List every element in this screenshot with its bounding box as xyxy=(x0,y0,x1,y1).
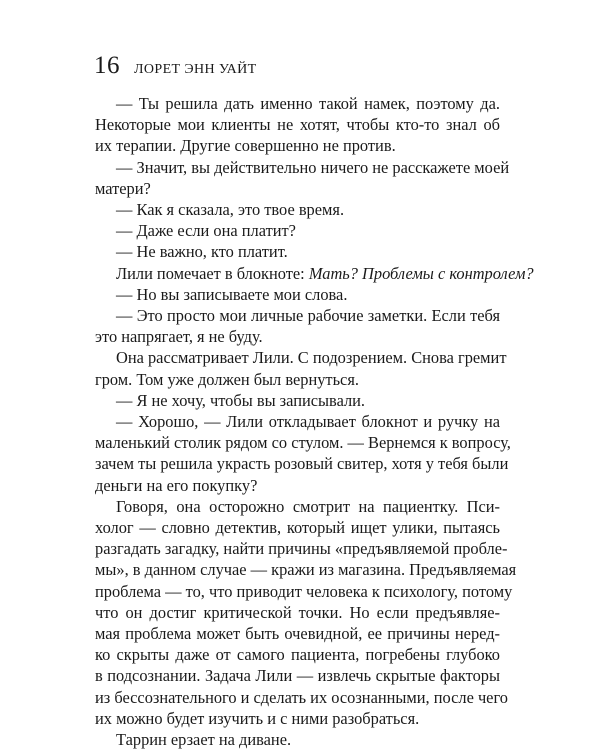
text-line xyxy=(95,199,500,220)
text-line-content: гром. Том уже должен был вернуться. xyxy=(95,369,359,389)
text-line xyxy=(95,135,500,156)
text-line xyxy=(95,157,510,178)
text-line-content: — Хорошо, — Лили откладывает блокнот и ручку на xyxy=(116,412,500,432)
text-line xyxy=(95,411,500,432)
text-line xyxy=(95,263,534,284)
text-line-content: — Не важно, кто платит. xyxy=(116,242,288,262)
text-line-content: — Как я сказала, это твое время. xyxy=(116,200,345,220)
text-line-content: что он достиг критической точки. Но если предъявляе- xyxy=(95,602,500,622)
text-line-content: их терапии. Другие совершенно не против. xyxy=(95,136,396,156)
text-line xyxy=(95,347,507,368)
text-line xyxy=(95,178,500,199)
text-line-content: мая проблема может быть очевидной, ее причины неред- xyxy=(95,624,500,644)
text-line-content: матери? xyxy=(95,178,151,198)
text-line xyxy=(95,708,500,729)
text-line-content: из бессознательного и сделать их осознанными, после чего xyxy=(95,687,508,707)
text-line xyxy=(95,220,500,241)
text-line xyxy=(95,665,500,686)
text-line xyxy=(95,644,500,665)
text-line-content: — Значит, вы действительно ничего не расскажете моей xyxy=(116,157,510,177)
text-line xyxy=(95,581,513,602)
text-line-content: их можно будет изучить и с ними разобраться. xyxy=(95,708,420,728)
text-line xyxy=(95,93,500,114)
text-line xyxy=(95,623,500,644)
italic-note: Мать? Проблемы с контролем? xyxy=(308,263,534,283)
page-number: 16 xyxy=(94,52,120,79)
text-line-content: зачем ты решила украсть розовый свитер, хотя у тебя были xyxy=(95,454,509,474)
text-line-content: — Я не хочу, чтобы вы записывали. xyxy=(116,390,366,410)
text-line-content: проблема — то, что приводит человека к психологу, потому xyxy=(95,581,513,601)
text-line xyxy=(95,729,500,750)
text-line-content: Лили помечает в блокноте: xyxy=(116,263,309,283)
text-line-content: в подсознании. Задача Лили — извлечь скрытые факторы xyxy=(95,666,500,686)
text-line xyxy=(95,432,511,453)
text-line xyxy=(95,241,500,262)
text-line-content: Некоторые мои клиенты не хотят, чтобы кто-то знал об xyxy=(95,115,500,135)
text-line-content: — Даже если она платит? xyxy=(116,221,296,241)
text-line-content: — Но вы записываете мои слова. xyxy=(116,284,348,304)
text-line-content: холог — словно детектив, который ищет улики, пытаясь xyxy=(95,518,500,538)
text-line-content: Говоря, она осторожно смотрит на пациентку. Пси- xyxy=(116,496,500,516)
text-line-content: ко скрыты даже от самого пациента, погребены глубоко xyxy=(95,645,500,665)
text-line-content: — Это просто мои личные рабочие заметки. Если тебя xyxy=(116,306,500,326)
text-line-content: маленький столик рядом со стулом. — Вернемся к вопросу, xyxy=(95,433,511,453)
text-line-content: Таррин ерзает на диване. xyxy=(116,730,292,750)
text-line-content: Она рассматривает Лили. С подозрением. Снова гремит xyxy=(116,348,507,368)
text-line xyxy=(95,496,500,517)
text-line-content: — Ты решила дать именно такой намек, поэтому да. xyxy=(116,94,500,113)
text-line xyxy=(95,559,517,580)
text-line xyxy=(95,284,500,305)
text-line xyxy=(95,687,508,708)
text-line xyxy=(95,326,500,347)
text-line xyxy=(95,517,500,538)
text-line xyxy=(95,453,509,474)
text-line xyxy=(95,475,500,496)
text-line-content: мы», в данном случае — кражи из магазина. Предъявляемая xyxy=(95,560,517,580)
text-line-content: деньги на его покупку? xyxy=(95,475,258,495)
text-line xyxy=(95,602,500,623)
running-title-author: ЛОРЕТ ЭНН УАЙТ xyxy=(134,62,257,77)
text-line xyxy=(95,369,500,390)
text-line xyxy=(95,538,508,559)
text-line xyxy=(95,114,500,135)
page-header xyxy=(94,52,257,82)
text-line xyxy=(95,305,500,326)
text-line-content: это напрягает, я не буду. xyxy=(95,327,263,347)
text-line-content: разгадать загадку, найти причины «предъявляемой пробле- xyxy=(95,539,508,559)
body-text xyxy=(95,93,534,750)
text-line xyxy=(95,390,500,411)
